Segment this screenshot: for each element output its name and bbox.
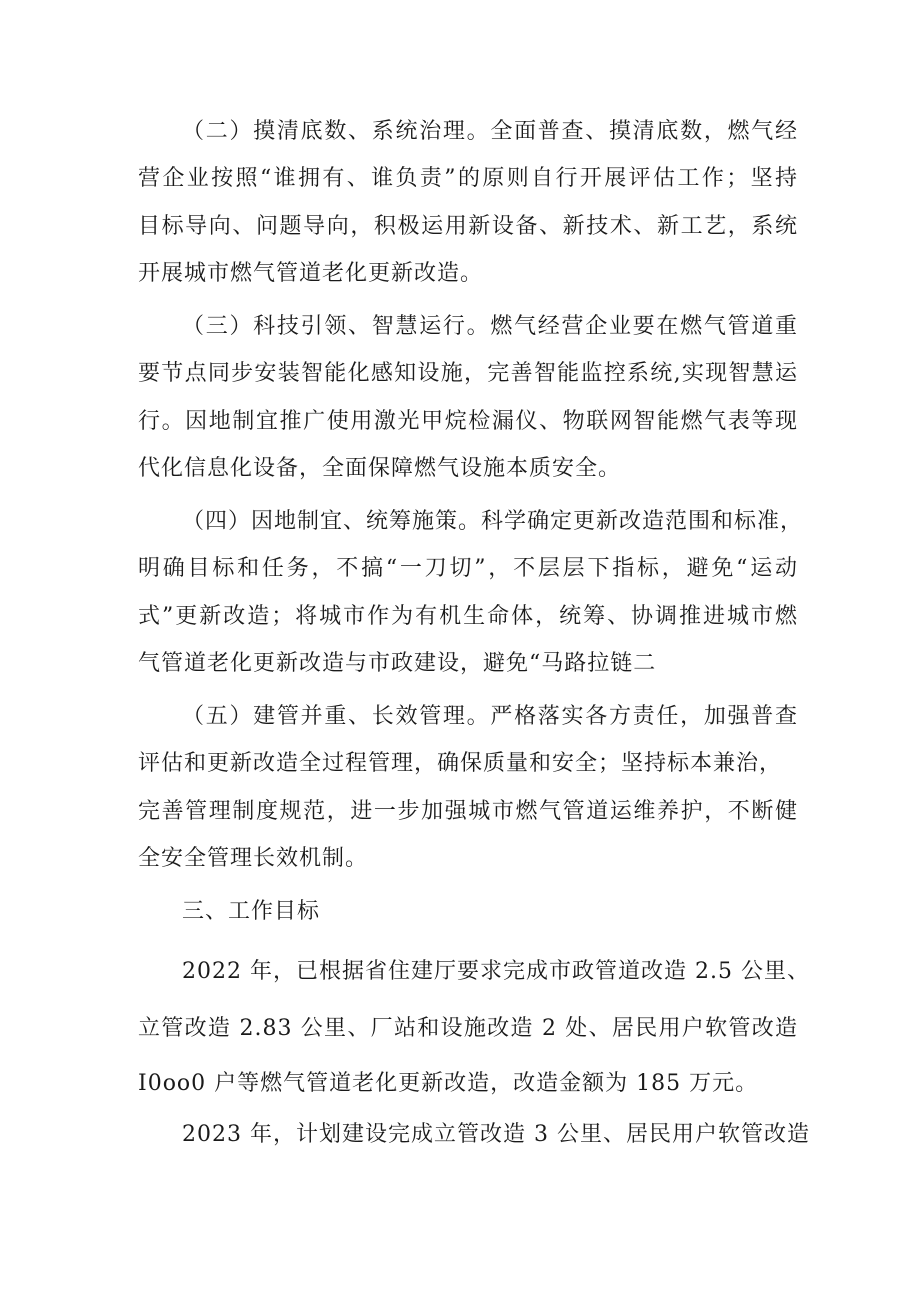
text-line: 开展城市燃气管道老化更新改造。 — [138, 261, 484, 286]
text-line: 式”更新改造；将城市作为有机生命体，统筹、协调推进城市燃 — [138, 604, 798, 629]
text-line: 评估和更新改造全过程管理，确保质量和安全；坚持标本兼治， — [138, 751, 783, 776]
text-line: 完善管理制度规范，进一步加强城市燃气管道运维养护，不断健 — [138, 799, 798, 824]
section-heading: 三、工作目标 — [182, 899, 321, 924]
text-line: I0oo0 户等燃气管道老化更新改造，改造金额为 185 万元。 — [138, 1071, 759, 1096]
text-line: 气管道老化更新改造与市政建设，避免“马路拉链二 — [138, 651, 657, 676]
text-line: 立管改造 2.83 公里、厂站和设施改造 2 处、居民用户软管改造 — [138, 1016, 798, 1041]
text-line: 2022 年，已根据省住建厅要求完成市政管道改造 2.5 公里、 — [182, 959, 810, 984]
text-line: （二）摸清底数、系统治理。全面普查、摸清底数，燃气经 — [182, 119, 798, 144]
text-line: 营企业按照“谁拥有、谁负责”的原则自行开展评估工作；坚持 — [138, 166, 798, 191]
text-line: （四）因地制宜、统筹施策。科学确定更新改造范围和标准， — [182, 509, 804, 534]
text-line: 要节点同步安装智能化感知设施，完善智能监控系统,实现智慧运 — [138, 361, 798, 386]
text-line: （三）科技引领、智慧运行。燃气经营企业要在燃气管道重 — [182, 314, 798, 339]
text-line: 目标导向、问题导向，积极运用新设备、新技术、新工艺，系统 — [138, 214, 798, 239]
text-line: 行。因地制宜推广使用激光甲烷检漏仪、物联网智能燃气表等现 — [138, 409, 798, 434]
text-line: 明确目标和任务，不搞“一刀切”，不层层下指标，避免“运动 — [138, 556, 798, 581]
text-line: （五）建管并重、长效管理。严格落实各方责任，加强普查 — [182, 704, 798, 729]
text-line: 2023 年，计划建设完成立管改造 3 公里、居民用户软管改造 — [182, 1122, 810, 1147]
text-line: 全安全管理长效机制。 — [138, 846, 369, 871]
text-line: 代化信息化设备，全面保障燃气设施本质安全。 — [138, 456, 622, 481]
